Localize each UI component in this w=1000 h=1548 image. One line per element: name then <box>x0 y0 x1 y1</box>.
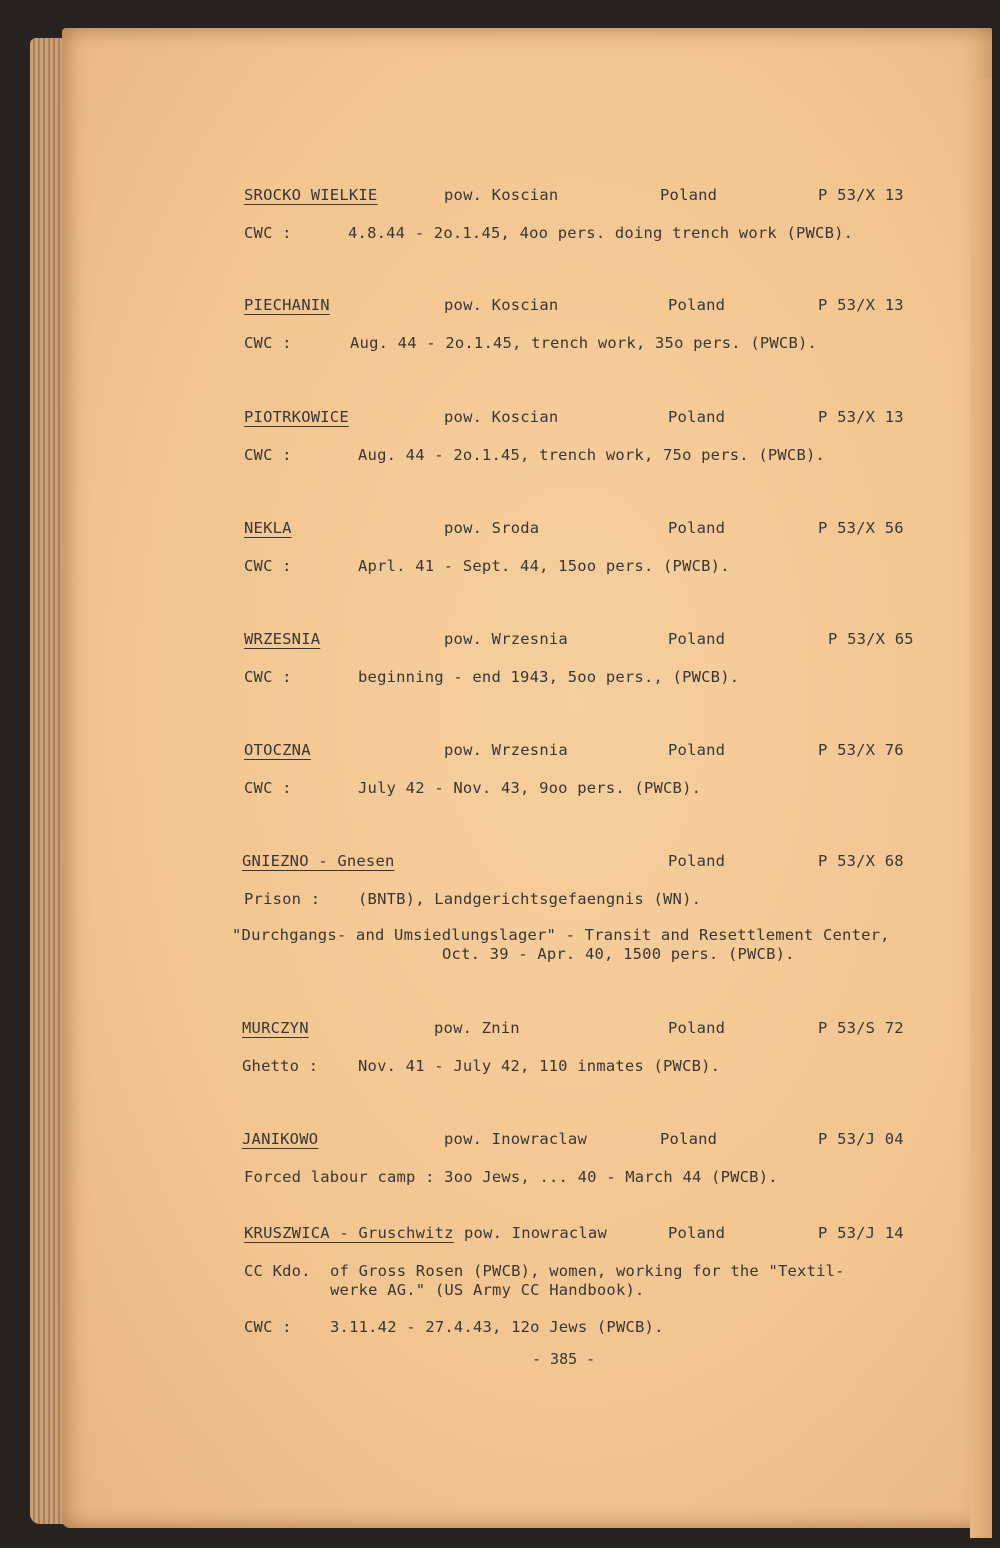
entry-text: Oct. 39 - Apr. 40, 1500 pers. (PWCB). <box>442 945 795 963</box>
entry-district: pow. Sroda <box>444 519 540 537</box>
entry-text: Forced labour camp : 3oo Jews, ... 40 - March 44 (PWCB). <box>244 1168 778 1186</box>
entry-country: Poland <box>660 1130 718 1148</box>
entry-label: CWC : <box>244 334 292 352</box>
entry-label: CWC : <box>244 224 292 242</box>
next-page-edge <box>970 78 992 1538</box>
entry-country: Poland <box>660 186 718 204</box>
entry-ref: P 53/X 13 <box>818 296 904 314</box>
entry-district: pow. Wrzesnia <box>444 741 568 759</box>
entry-label: Prison : <box>244 890 321 908</box>
entry-label: CC Kdo. <box>244 1262 311 1280</box>
entry-label: Ghetto : <box>242 1057 319 1075</box>
entry-label: CWC : <box>244 668 292 686</box>
entry-ref: P 53/X 56 <box>818 519 904 537</box>
entry-name: JANIKOWO <box>242 1130 319 1148</box>
entry-district: pow. Inowraclaw <box>464 1224 607 1242</box>
entry-text: 4.8.44 - 2o.1.45, 4oo pers. doing trench work (PWCB). <box>348 224 854 242</box>
entry-name: SROCKO WIELKIE <box>244 186 378 204</box>
page-number: - 385 - <box>532 1350 596 1368</box>
entry-text: Nov. 41 - July 42, 110 inmates (PWCB). <box>358 1057 721 1075</box>
entry-ref: P 53/X 76 <box>818 741 904 759</box>
entry-label: CWC : <box>244 1318 292 1336</box>
entry-ref: P 53/X 68 <box>818 852 904 870</box>
entry-label: CWC : <box>244 779 292 797</box>
entry-text: Aprl. 41 - Sept. 44, 15oo pers. (PWCB). <box>358 557 730 575</box>
document-page <box>62 28 992 1528</box>
entry-text: of Gross Rosen (PWCB), women, working for the "Textil- <box>330 1262 845 1280</box>
entry-name: MURCZYN <box>242 1019 309 1037</box>
entry-name: PIECHANIN <box>244 296 330 314</box>
entry-country: Poland <box>668 741 726 759</box>
entry-label: CWC : <box>244 557 292 575</box>
entry-ref: P 53/X 65 <box>828 630 914 648</box>
entry-text: 3.11.42 - 27.4.43, 12o Jews (PWCB). <box>330 1318 664 1336</box>
entry-district: pow. Inowraclaw <box>444 1130 587 1148</box>
entry-country: Poland <box>668 852 726 870</box>
entry-ref: P 53/S 72 <box>818 1019 904 1037</box>
entry-name: OTOCZNA <box>244 741 311 759</box>
entry-name: KRUSZWICA - Gruschwitz <box>244 1224 454 1242</box>
entry-text: July 42 - Nov. 43, 9oo pers. (PWCB). <box>358 779 702 797</box>
entry-district: pow. Koscian <box>444 186 559 204</box>
entry-country: Poland <box>668 1019 726 1037</box>
entry-ref: P 53/X 13 <box>818 186 904 204</box>
entry-name: WRZESNIA <box>244 630 321 648</box>
entry-district: pow. Koscian <box>444 296 559 314</box>
entry-ref: P 53/J 04 <box>818 1130 904 1148</box>
entry-text: beginning - end 1943, 5oo pers., (PWCB). <box>358 668 740 686</box>
entry-district: pow. Znin <box>434 1019 520 1037</box>
entry-country: Poland <box>668 296 726 314</box>
entry-text: Aug. 44 - 2o.1.45, trench work, 75o pers. (PWCB). <box>358 446 826 464</box>
entry-country: Poland <box>668 408 726 426</box>
entry-country: Poland <box>668 519 726 537</box>
entry-name: NEKLA <box>244 519 292 537</box>
entry-name: PIOTRKOWICE <box>244 408 349 426</box>
entry-text: "Durchgangs- and Umsiedlungslager" - Transit and Resettlement Center, <box>232 926 890 944</box>
entry-name: GNIEZNO - Gnesen <box>242 852 395 870</box>
entry-district: pow. Wrzesnia <box>444 630 568 648</box>
entry-ref: P 53/J 14 <box>818 1224 904 1242</box>
entry-country: Poland <box>668 1224 726 1242</box>
entry-country: Poland <box>668 630 726 648</box>
entry-text: werke AG." (US Army CC Handbook). <box>330 1281 645 1299</box>
entry-text: Aug. 44 - 2o.1.45, trench work, 35o pers. (PWCB). <box>350 334 818 352</box>
entry-district: pow. Koscian <box>444 408 559 426</box>
entry-text: (BNTB), Landgerichtsgefaengnis (WN). <box>358 890 702 908</box>
entry-ref: P 53/X 13 <box>818 408 904 426</box>
entry-label: CWC : <box>244 446 292 464</box>
